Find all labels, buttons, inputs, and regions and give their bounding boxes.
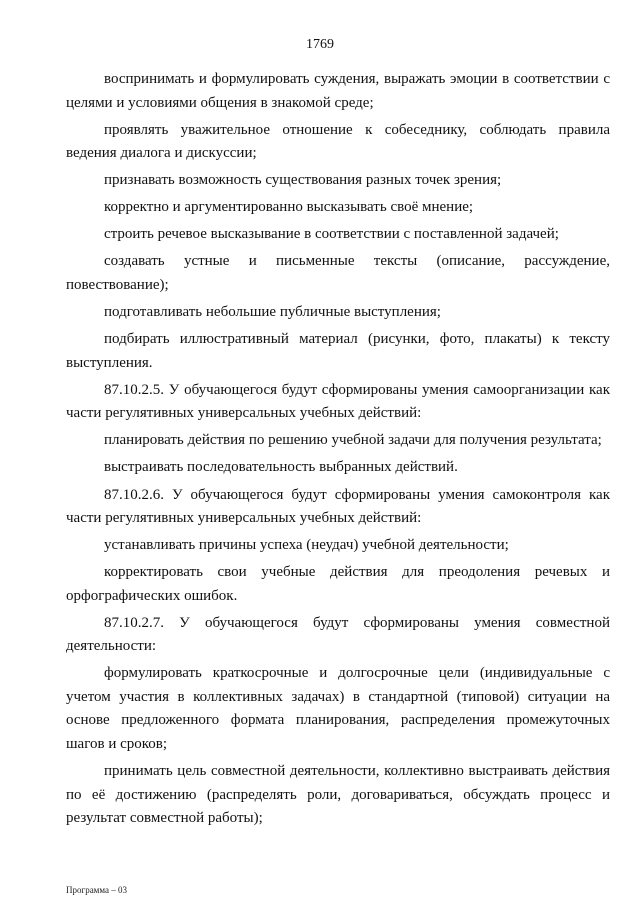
paragraph-establish-causes: устанавливать причины успеха (неудач) учебной деятельности; (104, 537, 509, 554)
paragraph-section-87-10-2-7: 87.10.2.7. У обучающегося будут сформированы умения совместной деятельности: (66, 614, 610, 655)
paragraph-build-statement: строить речевое высказывание в соответствии с поставленной задачей; (104, 226, 559, 243)
page-number: 1769 (306, 37, 334, 52)
paragraph-accept-joint-goal: принимать цель совместной деятельности, коллективно выстраивать действия по её достижению (распределять роли, договариваться, обсуждать процесс и результат совместной работы); (66, 763, 610, 826)
paragraph-select-illustrations: подбирать иллюстративный материал (рисунки, фото, плакаты) к тексту выступления. (66, 331, 610, 371)
footer-program-label: Программа – 03 (66, 885, 128, 895)
paragraph-respect-interlocutor: проявлять уважительное отношение к собеседнику, соблюдать правила ведения диалога и дискуссии; (66, 121, 610, 162)
paragraph-formulate-goals: формулировать краткосрочные и долгосрочные цели (индивидуальные с учетом участия в коллективных задачах) в стандартной (типовой) ситуации на основе предложенного формата планирования, распределения промежуточных шагов и сроков; (66, 665, 610, 752)
paragraph-express-opinion: корректно и аргументированно высказывать своё мнение; (104, 199, 474, 216)
paragraph-create-texts: создавать устные и письменные тексты (описание, рассуждение, повествование); (66, 253, 610, 293)
paragraph-sequence-actions: выстраивать последовательность выбранных действий. (104, 459, 458, 476)
paragraph-express-judgments: воспринимать и формулировать суждения, выражать эмоции в соответствии с целями и условиями общения в знакомой среде; (66, 71, 610, 111)
paragraph-plan-actions: планировать действия по решению учебной задачи для получения результата; (104, 432, 602, 449)
paragraph-recognize-viewpoints: признавать возможность существования разных точек зрения; (104, 172, 502, 189)
body-text (66, 68, 610, 834)
paragraph-section-87-10-2-6: 87.10.2.6. У обучающегося будут сформированы умения самоконтроля как части регулятивных универсальных учебных действий: (66, 486, 610, 527)
paragraph-prepare-speeches: подготавливать небольшие публичные выступления; (104, 304, 441, 321)
paragraph-section-87-10-2-5: 87.10.2.5. У обучающегося будут сформированы умения самоорганизации как части регулятивных универсальных учебных действий: (66, 381, 610, 422)
paragraph-correct-actions: корректировать свои учебные действия для преодоления речевых и орфографических ошибок. (66, 564, 610, 604)
